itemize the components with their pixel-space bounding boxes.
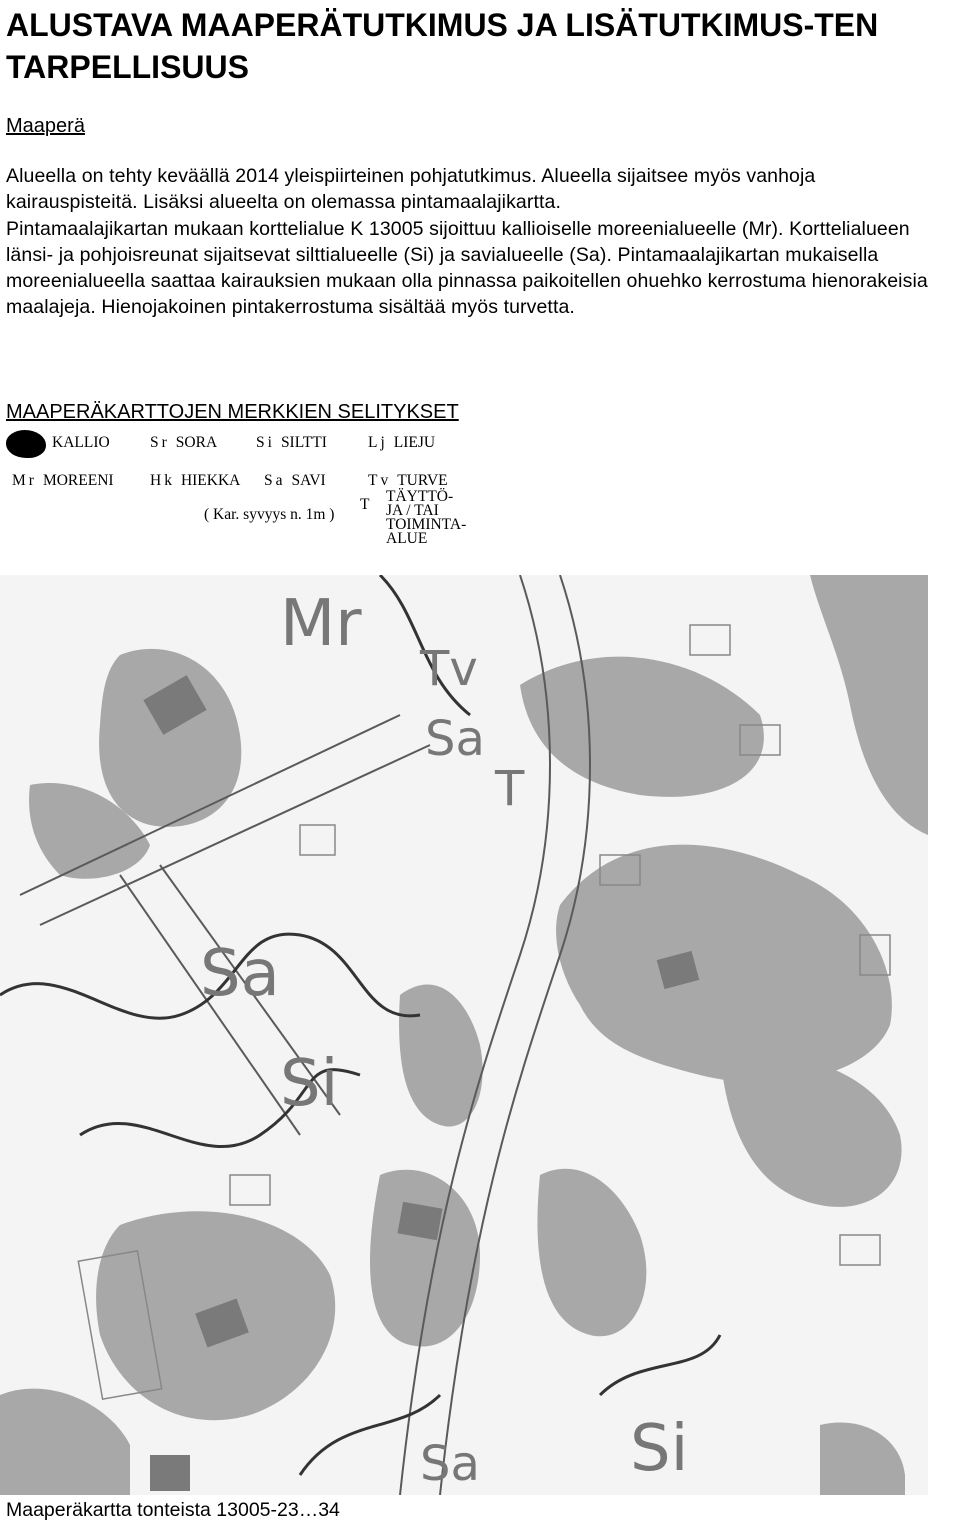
map-label-t: T <box>495 761 525 817</box>
region-top-center <box>520 657 764 797</box>
legend-code-t: T <box>360 496 370 513</box>
map-label-tv: Tv <box>420 641 478 697</box>
legend-label-hk: HIEKKA <box>180 472 241 489</box>
region-right-lower <box>720 1053 902 1207</box>
legend-hk <box>150 472 240 490</box>
legend-code-si: Si <box>256 434 275 451</box>
map-label-sa-top: Sa <box>425 711 485 767</box>
building-3 <box>398 1202 443 1240</box>
outline-8 <box>840 1235 880 1265</box>
soil-map <box>0 575 928 1495</box>
region-center-right-lower <box>537 1169 646 1337</box>
map-label-si-bottom: Si <box>630 1412 689 1486</box>
paragraph-soil-description: Pintamaalajikartan mukaan korttelialue K 13005 sijoittuu kallioiselle moreenialueelle (Mr). Korttelialueen länsi- ja pohjoisreunat sijaitsevat silttialueelle (Si) ja savialueelle (Sa). Pintamaalajikartan mukaisella moreenialueella saattaa kairauksien mukaan olla pinnassa paikoitellen ohuehko kerrostuma hienorakeisia maalajeja. Hienojakoinen pintakerrostuma sisältää myös turvetta. <box>6 218 928 318</box>
outline-7 <box>300 825 335 855</box>
legend-si <box>256 434 327 452</box>
outline-5 <box>230 1175 270 1205</box>
map-label-si-left: Si <box>280 1047 339 1121</box>
boundary-3 <box>300 1395 440 1475</box>
legend-label-si: SILTTI <box>280 434 327 451</box>
section-heading-maapera: Maaperä <box>6 115 85 137</box>
map-caption: Maaperäkartta tonteista 13005-23…34 <box>6 1499 340 1521</box>
map-legend <box>0 428 540 547</box>
legend-label-mr: MOREENI <box>42 472 114 489</box>
legend-heading: MAAPERÄKARTTOJEN MERKKIEN SELITYKSET <box>6 401 459 423</box>
region-top-right <box>810 575 928 835</box>
legend-code-sa: Sa <box>264 472 286 489</box>
outline-1 <box>690 625 730 655</box>
legend-label-t-line2: TOIMINTA-ALUE <box>386 516 467 547</box>
legend-label-sr: SORA <box>175 434 218 451</box>
legend-code-hk: Hk <box>150 472 175 489</box>
map-label-sa-left: Sa <box>200 937 280 1011</box>
legend-sa <box>264 472 326 490</box>
legend-sr <box>150 434 217 452</box>
region-center-blob <box>399 985 483 1127</box>
map-label-mr: Mr <box>280 587 362 661</box>
map-label-sa-bottom: Sa <box>420 1436 480 1492</box>
legend-label-tv: TURVE <box>397 472 448 489</box>
legend-mr <box>12 472 114 490</box>
legend-code-sr: Sr <box>150 434 170 451</box>
kallio-symbol-icon <box>6 430 46 458</box>
legend-code-mr: Mr <box>12 472 37 489</box>
legend-label-t-line1: TÄYTTÖ- JA / TAI <box>386 488 454 519</box>
boundary-4 <box>600 1335 720 1395</box>
paragraph-intro: Alueella on tehty keväällä 2014 yleispiirteinen pohjatutkimus. Alueella sijaitsee myös vanhoja kairauspisteitä. Lisäksi alueelta on olemassa pintamaalajikartta. <box>6 165 816 213</box>
legend-kallio: KALLIO <box>52 434 110 451</box>
page-title: ALUSTAVA MAAPERÄTUTKIMUS JA LISÄTUTKIMUS-TEN TARPELLISUUS <box>6 7 879 85</box>
legend-lj <box>368 434 435 452</box>
region-right-center <box>556 845 892 1083</box>
soil-map-drawing <box>0 575 928 1495</box>
region-bottom-left-edge <box>0 1389 130 1495</box>
legend-label-sa: SAVI <box>291 472 326 489</box>
region-bottom-right <box>820 1422 905 1495</box>
legend-code-tv: Tv <box>368 472 392 489</box>
building-5 <box>150 1455 190 1491</box>
legend-label-lj: LIEJU <box>393 434 436 451</box>
legend-depth-note: ( Kar. syvyys n. 1m ) <box>204 506 335 523</box>
legend-code-lj: Lj <box>368 434 388 451</box>
